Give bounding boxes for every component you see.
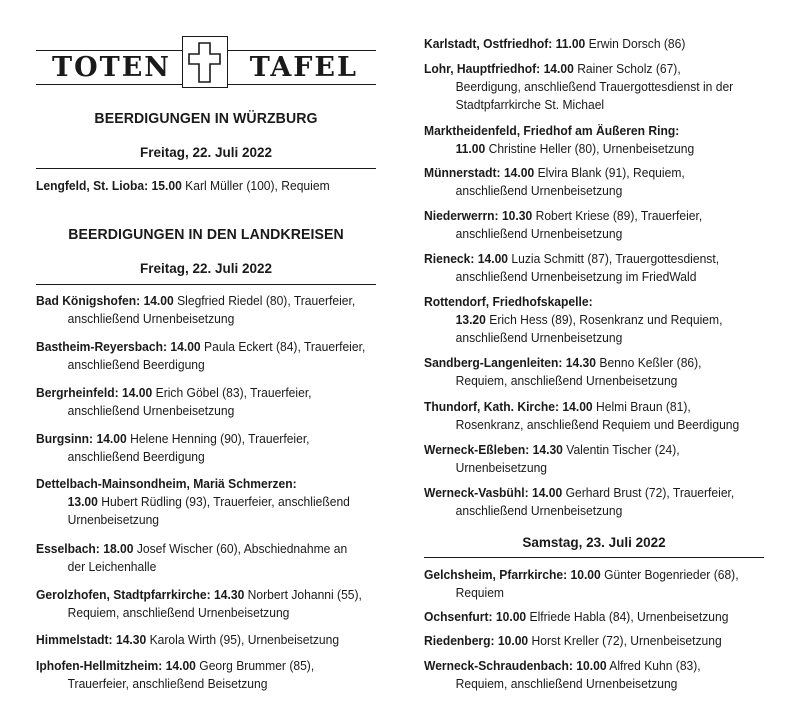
list-item bbox=[36, 475, 376, 529]
entry-place: Riedenberg: bbox=[424, 633, 495, 648]
list-item bbox=[36, 292, 376, 328]
entry-text-cont: anschließend Urnenbeisetzung bbox=[67, 311, 235, 326]
entry-text-cont: anschließend Urnenbeisetzung bbox=[455, 226, 623, 241]
entry-place: Esselbach: bbox=[36, 541, 100, 556]
entry-text: Karl Müller (100), Requiem bbox=[185, 178, 330, 193]
entry-text: Elfriede Habla (84), Urnenbeisetzung bbox=[529, 609, 729, 624]
entry-text: Helene Henning (90), Trauerfeier, bbox=[130, 431, 310, 446]
entry-place: Werneck-Schraudenbach: bbox=[424, 658, 573, 673]
entry-time: 11.00 bbox=[455, 141, 486, 156]
list-item bbox=[36, 540, 376, 576]
list-item bbox=[424, 35, 764, 53]
entry-place: Gerolzhofen, Stadtpfarrkirche: bbox=[36, 587, 211, 602]
entry-time: 13.00 bbox=[67, 494, 98, 509]
entry-time: 14.00 bbox=[562, 399, 593, 414]
entry-text: Luzia Schmitt (87), Trauergottesdienst, bbox=[511, 251, 720, 266]
list-item bbox=[424, 566, 764, 602]
entry-place: Werneck-Vasbühl: bbox=[424, 485, 529, 500]
entry-time: 14.30 bbox=[532, 442, 563, 457]
heading-landkreise: BEERDIGUNGEN IN DEN LANDKREISEN bbox=[68, 226, 344, 243]
list-item bbox=[36, 384, 376, 420]
entry-time: 14.30 bbox=[115, 632, 147, 647]
list-item bbox=[424, 608, 764, 626]
entry-text-cont: Beerdigung, anschließend Trauergottesdienst in der bbox=[455, 79, 734, 94]
entry-text: Christine Heller (80), Urnenbeisetzung bbox=[488, 141, 695, 156]
entry-text: Paula Eckert (84), Trauerfeier, bbox=[204, 339, 366, 354]
entry-text-cont: anschließend Urnenbeisetzung bbox=[67, 403, 235, 418]
entry-time: 13.20 bbox=[455, 312, 486, 327]
date-rule-wuerzburg bbox=[36, 168, 376, 169]
entry-place: Gelchsheim, Pfarrkirche: bbox=[424, 567, 568, 582]
entry-text: Gerhard Brust (72), Trauerfeier, bbox=[565, 485, 735, 500]
entry-time: 15.00 bbox=[151, 178, 182, 193]
entry-place: Ochsenfurt: bbox=[424, 609, 493, 624]
entry-place: Münnerstadt: bbox=[424, 165, 501, 180]
masthead bbox=[36, 42, 376, 92]
entry-place: Himmelstadt: bbox=[36, 632, 113, 647]
entry-text-cont: anschließend Urnenbeisetzung bbox=[455, 330, 623, 345]
date-friday: Freitag, 22. Juli 2022 bbox=[139, 261, 273, 276]
list-item bbox=[36, 586, 376, 622]
entry-time: 10.00 bbox=[495, 609, 527, 624]
entry-text: Josef Wischer (60), Abschiednahme an bbox=[136, 541, 348, 556]
entry-place: Bad Königshofen: bbox=[36, 293, 141, 308]
entry-time: 11.00 bbox=[555, 36, 586, 51]
date-rule-saturday bbox=[424, 557, 764, 558]
masthead-word-toten: TOTEN bbox=[48, 54, 175, 82]
entry-text: Horst Kreller (72), Urnenbeisetzung bbox=[531, 633, 722, 648]
entry-time: 14.00 bbox=[170, 339, 201, 354]
list-item bbox=[424, 398, 764, 434]
entry-time: 10.00 bbox=[497, 633, 529, 648]
entry-place: Werneck-Eßleben: bbox=[424, 442, 530, 457]
cross-icon bbox=[182, 36, 228, 88]
entry-time: 14.30 bbox=[214, 587, 245, 602]
entry-text: Slegfried Riedel (80), Trauerfeier, bbox=[177, 293, 356, 308]
entry-text-cont: anschließend Urnenbeisetzung im FriedWald bbox=[455, 269, 697, 284]
entry-text: Helmi Braun (81), bbox=[596, 399, 691, 414]
entry-time: 14.00 bbox=[143, 293, 174, 308]
list-item bbox=[36, 338, 376, 374]
entry-text: Erich Göbel (83), Trauerfeier, bbox=[155, 385, 312, 400]
list-item bbox=[424, 60, 764, 114]
entry-text: Benno Keßler (86), bbox=[599, 355, 702, 370]
entry-text: Günter Bogenrieder (68), bbox=[604, 567, 739, 582]
entry-text-cont: Requiem bbox=[455, 585, 505, 600]
list-item bbox=[424, 164, 764, 200]
entry-text-cont: Rosenkranz, anschließend Requiem und Beerdigung bbox=[455, 417, 740, 432]
entry-time: 14.00 bbox=[96, 431, 127, 446]
entry-place: Thundorf, Kath. Kirche: bbox=[424, 399, 560, 414]
entry-text: Valentin Tischer (24), bbox=[566, 442, 680, 457]
list-item bbox=[36, 657, 376, 693]
entry-place: Dettelbach-Mainsondheim, Mariä Schmerzen: bbox=[36, 476, 297, 491]
entry-place: Marktheidenfeld, Friedhof am Äußeren Ring: bbox=[424, 123, 680, 138]
entry-place: Bastheim-Reyersbach: bbox=[36, 339, 168, 354]
entry-text-cont: Urnenbeisetzung bbox=[67, 512, 160, 527]
entry-text: Robert Kriese (89), Trauerfeier, bbox=[535, 208, 703, 223]
entry-time: 10.00 bbox=[576, 658, 607, 673]
entry-text-cont: Requiem, anschließend Urnenbeisetzung bbox=[455, 676, 678, 691]
entry-text: Alfred Kuhn (83), bbox=[609, 658, 701, 673]
entry-place: Sandberg-Langenleiten: bbox=[424, 355, 563, 370]
entry-place: Lengfeld, St. Lioba: bbox=[36, 178, 149, 193]
list-item bbox=[424, 484, 764, 520]
entry-place: Rieneck: bbox=[424, 251, 475, 266]
entry-place: Rottendorf, Friedhofskapelle: bbox=[424, 294, 593, 309]
list-item bbox=[424, 122, 764, 158]
entry-place: Bergrheinfeld: bbox=[36, 385, 119, 400]
entry-place: Burgsinn: bbox=[36, 431, 94, 446]
list-item bbox=[36, 430, 376, 466]
entry-time: 14.00 bbox=[543, 61, 574, 76]
entry-time: 14.00 bbox=[165, 658, 196, 673]
list-item bbox=[424, 293, 764, 347]
entry-text-cont: Trauerfeier, anschließend Beisetzung bbox=[67, 676, 268, 691]
entry-time: 14.00 bbox=[531, 485, 563, 500]
entry-text-cont: Requiem, anschließend Urnenbeisetzung bbox=[455, 373, 678, 388]
entry-text: Elvira Blank (91), Requiem, bbox=[537, 165, 685, 180]
entry-time: 18.00 bbox=[103, 541, 134, 556]
date-wuerzburg: Freitag, 22. Juli 2022 bbox=[139, 145, 273, 160]
entry-place: Niederwerrn: bbox=[424, 208, 499, 223]
list-item bbox=[36, 631, 376, 649]
entry-place: Lohr, Hauptfriedhof: bbox=[424, 61, 541, 76]
entry-time: 14.00 bbox=[503, 165, 535, 180]
list-item bbox=[424, 632, 764, 650]
list-item bbox=[424, 441, 764, 477]
entry-text-cont: Urnenbeisetzung bbox=[455, 460, 548, 475]
entry-text: Georg Brummer (85), bbox=[199, 658, 315, 673]
entry-time: 14.30 bbox=[565, 355, 597, 370]
list-item bbox=[424, 354, 764, 390]
heading-wuerzburg: BEERDIGUNGEN IN WÜRZBURG bbox=[94, 110, 318, 127]
entry-place: Karlstadt, Ostfriedhof: bbox=[424, 36, 553, 51]
entry-text-cont: anschließend Urnenbeisetzung bbox=[455, 183, 623, 198]
entry-text: Rainer Scholz (67), bbox=[577, 61, 681, 76]
date-saturday: Samstag, 23. Juli 2022 bbox=[522, 535, 666, 550]
date-rule-friday bbox=[36, 284, 376, 285]
list-item bbox=[424, 657, 764, 693]
entry-text-cont: anschließend Urnenbeisetzung bbox=[455, 503, 623, 518]
entry-text-cont: der Leichenhalle bbox=[67, 559, 157, 574]
entry-text: Erich Hess (89), Rosenkranz und Requiem, bbox=[489, 312, 723, 327]
entry-text: Hubert Rüdling (93), Trauerfeier, anschließend bbox=[101, 494, 350, 509]
entry-text-cont: Requiem, anschließend Urnenbeisetzung bbox=[67, 605, 290, 620]
entry-time: 10.30 bbox=[501, 208, 533, 223]
list-item bbox=[424, 250, 764, 286]
entry-text-cont: anschließend Beerdigung bbox=[67, 449, 205, 464]
entry-text-cont: Stadtpfarrkirche St. Michael bbox=[455, 97, 605, 112]
list-item-lengfeld bbox=[36, 177, 376, 195]
entry-place: Iphofen-Hellmitzheim: bbox=[36, 658, 163, 673]
entry-text: Norbert Johanni (55), bbox=[247, 587, 362, 602]
entry-text: Karola Wirth (95), Urnenbeisetzung bbox=[149, 632, 340, 647]
entry-text: Erwin Dorsch (86) bbox=[588, 36, 686, 51]
masthead-word-tafel: TAFEL bbox=[246, 54, 362, 82]
entry-time: 14.00 bbox=[477, 251, 509, 266]
entry-time: 14.00 bbox=[121, 385, 153, 400]
list-item bbox=[424, 207, 764, 243]
entry-text-cont: anschließend Beerdigung bbox=[67, 357, 205, 372]
entry-time: 10.00 bbox=[570, 567, 601, 582]
